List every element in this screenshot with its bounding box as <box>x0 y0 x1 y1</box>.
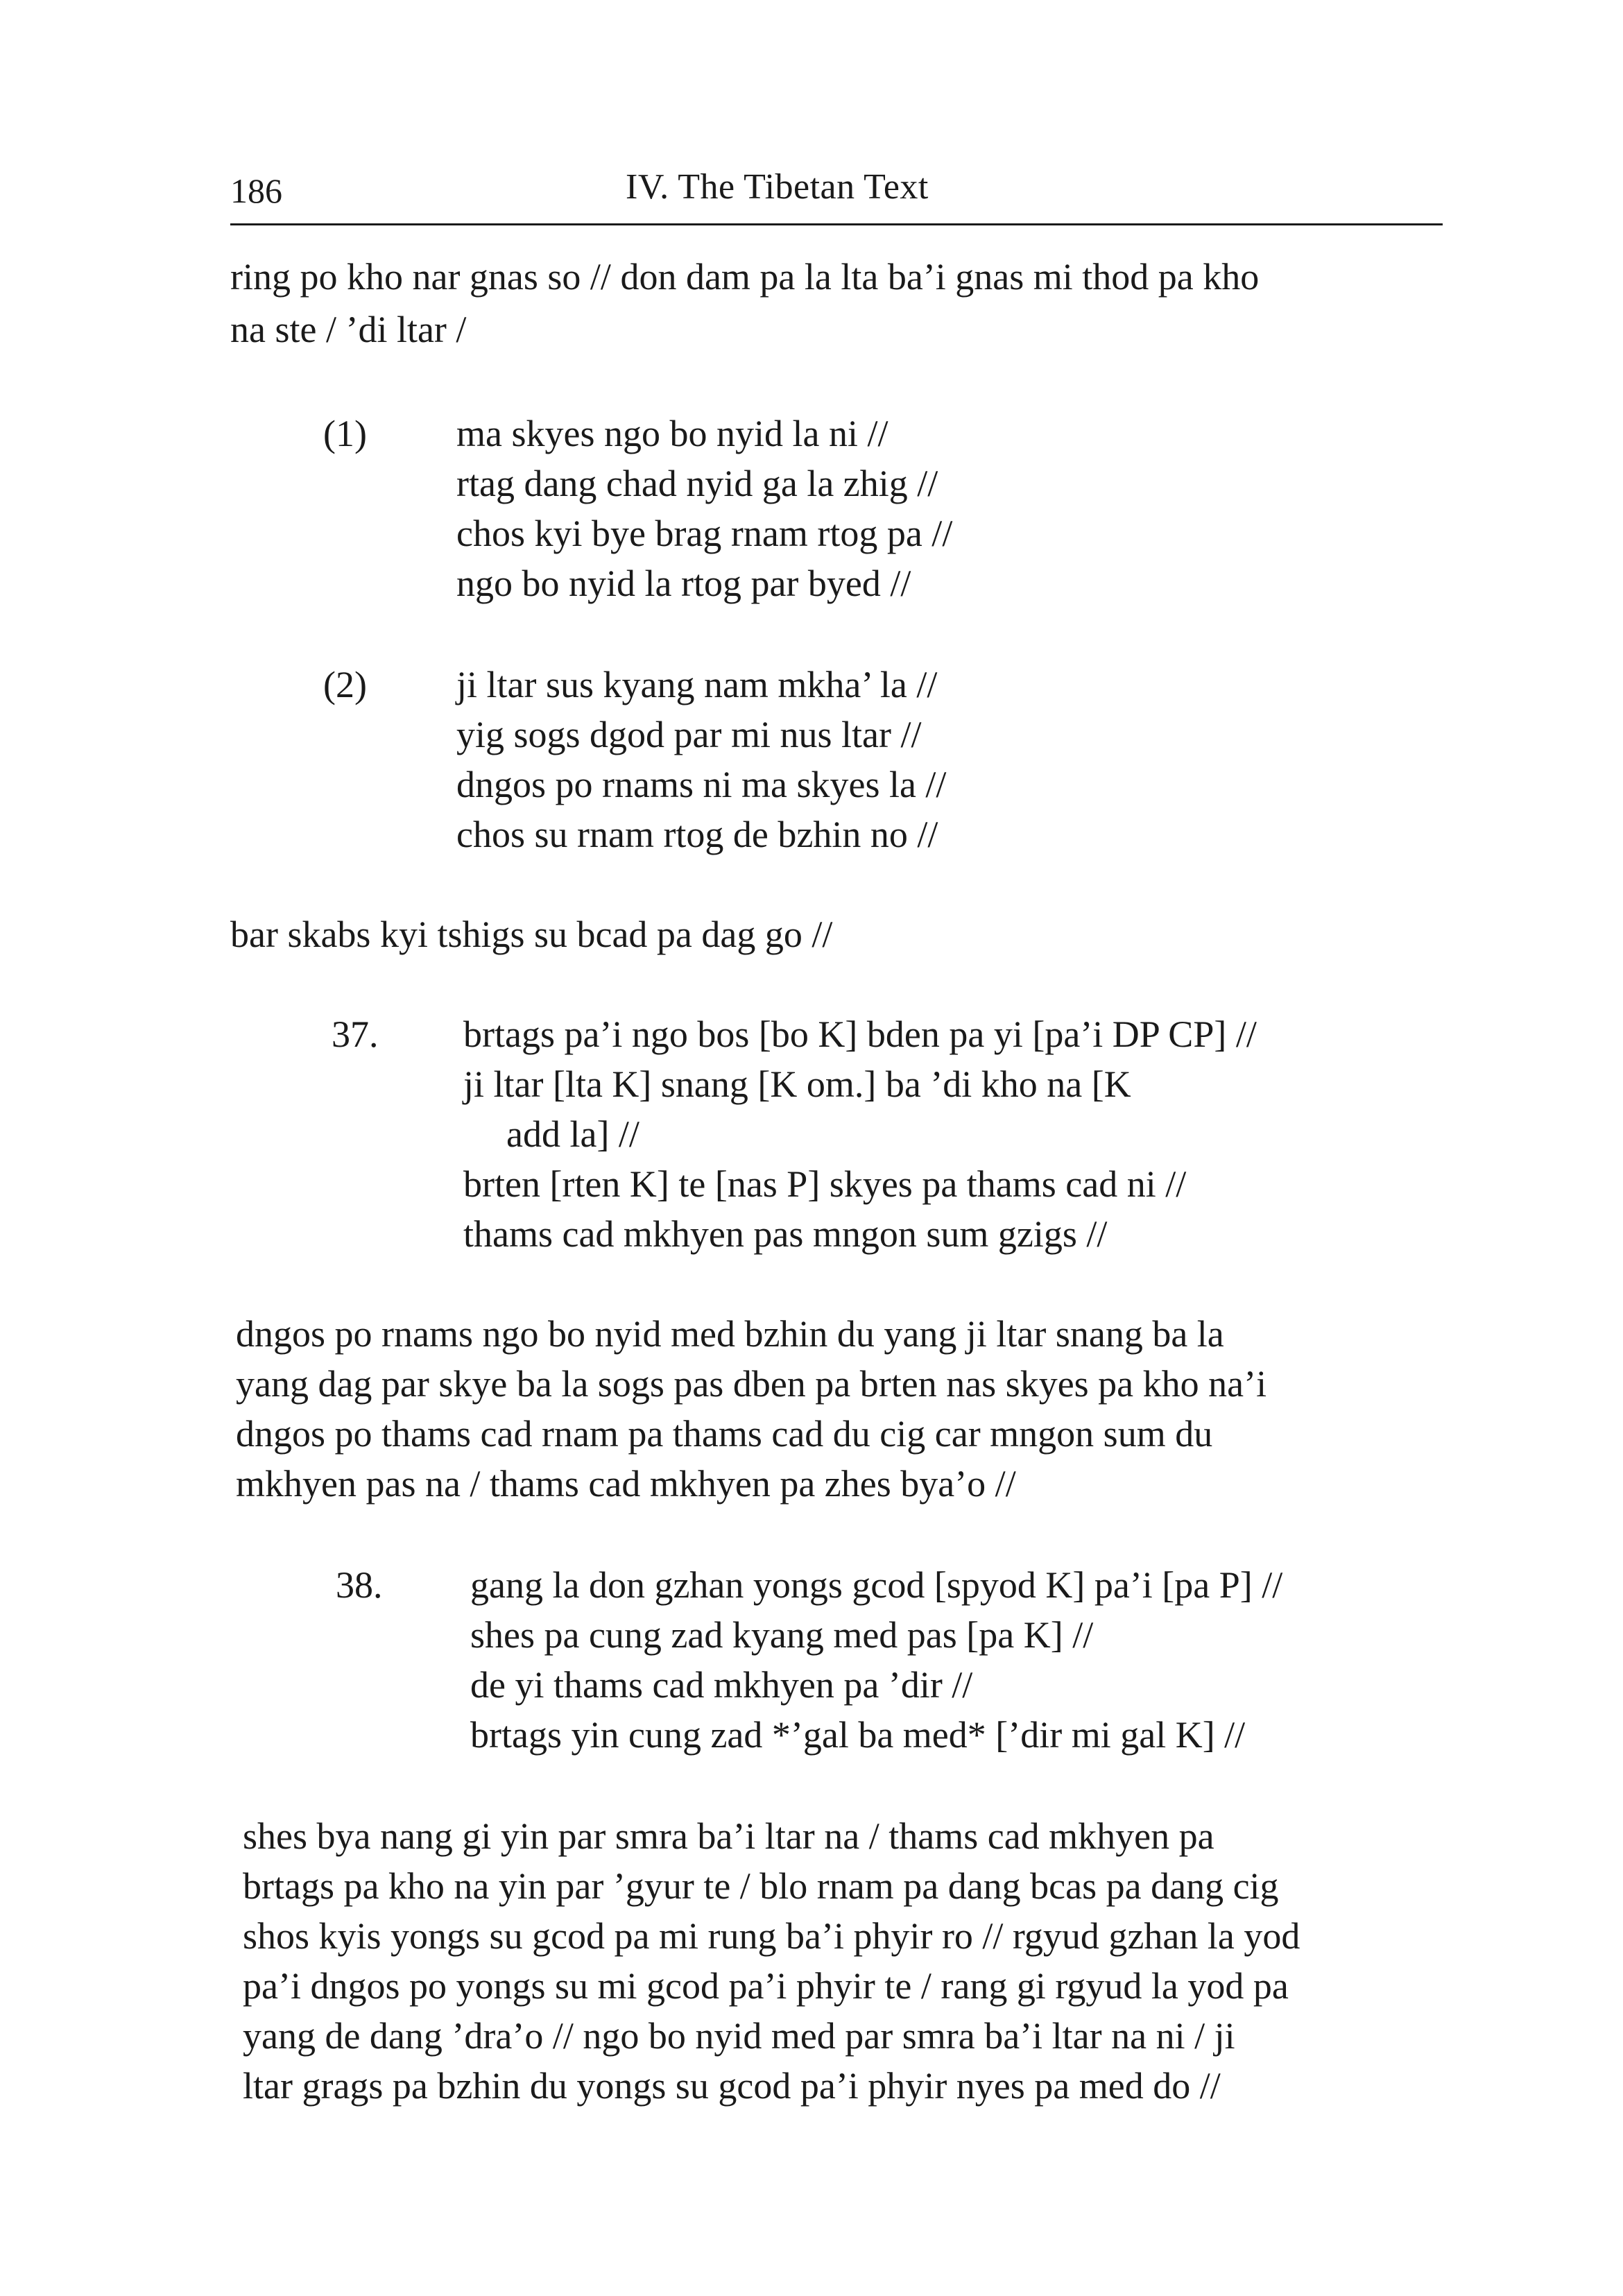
verse-line: chos su rnam rtog de bzhin no // <box>456 814 938 855</box>
verse-line: add la] // <box>506 1113 639 1155</box>
page-header <box>230 161 1443 223</box>
verse-line: de yi thams cad mkhyen pa ’dir // <box>470 1664 973 1706</box>
verse-line: shes pa cung zad kyang med pas [pa K] // <box>470 1614 1094 1656</box>
commentary-line: dngos po rnams ngo bo nyid med bzhin du yang ji ltar snang ba la <box>236 1313 1224 1355</box>
verse-label: 37. <box>332 1013 379 1055</box>
verse-label: (1) <box>323 413 367 454</box>
verse-label: (2) <box>323 664 367 705</box>
commentary-line: yang dag par skye ba la sogs pas dben pa brten nas skyes pa kho na’i <box>236 1363 1267 1405</box>
verse-line: ma skyes ngo bo nyid la ni // <box>456 413 888 454</box>
commentary-line: mkhyen pas na / thams cad mkhyen pa zhes bya’o // <box>236 1463 1016 1505</box>
verse-line: ji ltar sus kyang nam mkha’ la // <box>456 664 938 705</box>
verse-line: chos kyi bye brag rnam rtog pa // <box>456 513 953 554</box>
verse-line: brtags yin cung zad *’gal ba med* [’dir mi gal K] // <box>470 1714 1246 1756</box>
commentary-line: shes bya nang gi yin par smra ba’i ltar na / thams cad mkhyen pa <box>243 1815 1214 1857</box>
commentary-line: shos kyis yongs su gcod pa mi rung ba’i phyir ro // rgyud gzhan la yod <box>243 1915 1300 1957</box>
intro-line: na ste / ’di ltar / <box>230 309 467 350</box>
commentary-line: ltar grags pa bzhin du yongs su gcod pa’i phyir nyes pa med do // <box>243 2065 1221 2107</box>
verse-line: ngo bo nyid la rtog par byed // <box>456 563 911 604</box>
verse-line: brtags pa’i ngo bos [bo K] bden pa yi [pa’i DP CP] // <box>463 1013 1257 1055</box>
verse-line: rtag dang chad nyid ga la zhig // <box>456 463 938 504</box>
transition-line: bar skabs kyi tshigs su bcad pa dag go // <box>230 914 833 955</box>
commentary-line: brtags pa kho na yin par ’gyur te / blo rnam pa dang bcas pa dang cig <box>243 1865 1279 1907</box>
commentary-line: dngos po thams cad rnam pa thams cad du cig car mngon sum du <box>236 1413 1213 1455</box>
commentary-line: pa’i dngos po yongs su mi gcod pa’i phyir te / rang gi rgyud la yod pa <box>243 1965 1289 2007</box>
header-rule <box>230 223 1443 225</box>
page-number: 186 <box>230 171 282 210</box>
intro-line: ring po kho nar gnas so // don dam pa la lta ba’i gnas mi thod pa kho <box>230 256 1260 298</box>
verse-line: dngos po rnams ni ma skyes la // <box>456 764 947 805</box>
verse-line: thams cad mkhyen pas mngon sum gzigs // <box>463 1213 1108 1255</box>
verse-label: 38. <box>336 1564 383 1606</box>
verse-line: yig sogs dgod par mi nus ltar // <box>456 714 922 755</box>
verse-line: brten [rten K] te [nas P] skyes pa thams cad ni // <box>463 1163 1187 1205</box>
commentary-line: yang de dang ’dra’o // ngo bo nyid med par smra ba’i ltar na ni / ji <box>243 2015 1235 2057</box>
running-head: IV. The Tibetan Text <box>626 167 929 207</box>
verse-line: ji ltar [lta K] snang [K om.] ba ’di kho na [K <box>463 1063 1131 1105</box>
verse-line: gang la don gzhan yongs gcod [spyod K] pa’i [pa P] // <box>470 1564 1283 1606</box>
